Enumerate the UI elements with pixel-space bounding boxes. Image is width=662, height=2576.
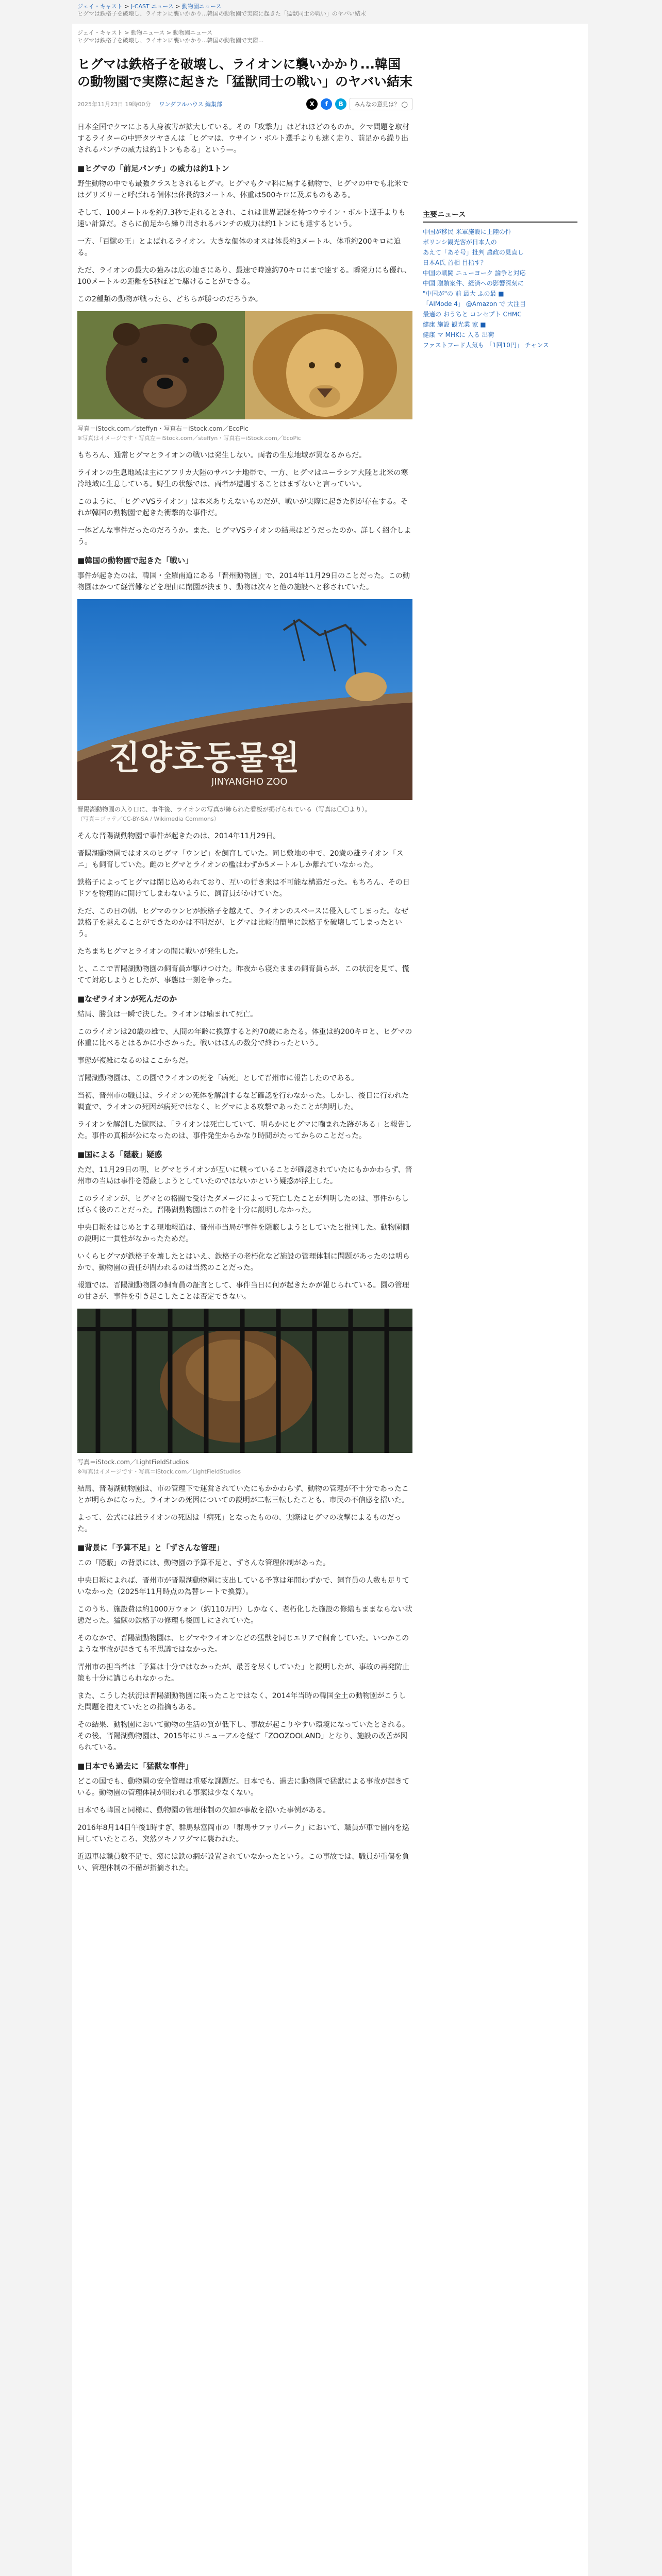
paragraph: もちろん、通常ヒグマとライオンの戦いは発生しない。両者の生息地域が異なるからだ。	[77, 451, 366, 460]
paragraph: そんな晋陽湖動物園で事件が起きたのは、2014年11月29日。	[77, 832, 280, 840]
hatena-share-icon[interactable]: B	[335, 98, 346, 110]
x-share-icon[interactable]: X	[306, 98, 318, 110]
section-heading: ■背景に「予算不足」と「ずさんな管理」	[77, 1543, 224, 1552]
paragraph: ライオンを解剖した獣医は、「ライオンは死亡していて、明らかにヒグマに噛まれた跡がある」と報告した。事件の真相が公になったのは、事件発生からかなり時間がたってからのことだった。	[77, 1121, 412, 1140]
paragraph: よって、公式には雄ライオンの死因は「病死」となったものの、実際はヒグマの攻撃によるものだった。	[77, 1514, 402, 1533]
paragraph: 一方、「百獣の王」とよばれるライオン。大きな個体のオスは体長約3メートル、体重約200キロに迫る。	[77, 238, 401, 257]
facebook-share-icon[interactable]: f	[321, 98, 332, 110]
topbar-link-2[interactable]: J-CAST ニュース	[131, 3, 174, 10]
paragraph: 中央日報をはじめとする現地報道は、晋州市当局が事件を隠蔽しようとしていたと批判した。動物園側の説明に一貫性がなかったためだ。	[77, 1224, 409, 1243]
sidebar-title: 主要ニュース	[423, 209, 577, 223]
jinyangho-zoo-sign-photo[interactable]	[77, 599, 412, 802]
sidebar-news-item	[423, 227, 577, 237]
sidebar-news-item	[423, 268, 577, 278]
paragraph: このうち、施設費は約1000万ウォン（約110万円）しかなく、老朽化した施設の修繕もままならない状態だった。猛獣の鉄格子の修理も後回しにされていた。	[77, 1605, 412, 1625]
paragraph: 晋陽湖動物園ではオスのヒグマ「ウンピ」を飼育していた。同じ敷地の中で、20歳の雄ライオン「スニ」も飼育していた。雌のヒグマとライオンの檻はわずか5メートルしか離れていなかった。	[77, 850, 404, 869]
paragraph: このライオンは20歳の雄で、人間の年齢に換算すると約70歳にあたる。体重は約200キロと、ヒグマの体重に比べるとはるかに小さかった。戦いはほんの数分で終わったという。	[77, 1028, 412, 1047]
sidebar-news-item	[423, 237, 577, 247]
image-caption: 写真＝iStock.com／LightFieldStudios	[77, 1459, 189, 1466]
paragraph: 日本全国でクマによる人身被害が拡大している。その「攻撃力」はどれほどのものか。クマ問題を取材するライターの中野タツヤさんは「ヒグマは、ウサイン・ボルト選手よりも速く走り、前足から繰り出されるパンチの威力は約1トンもある」という—。	[77, 123, 409, 154]
paragraph: 報道では、晋陽湖動物園の飼育員の証言として、事件当日に何が起きたかが報じられている。園の管理の甘さが、事件を引き起こしたことは否定できない。	[77, 1281, 409, 1301]
paragraph: このように、「ヒグマVSライオン」は本来ありえないものだが、戦いが実際に起きた例が存在する。それが韓国の動物園で起きた衝撃的な事件だ。	[77, 498, 408, 517]
paragraph: この2種類の動物が戦ったら、どちらが勝つのだろうか。	[77, 295, 262, 303]
paragraph: 結局、勝負は一瞬で決した。ライオンは噛まれて死亡。	[77, 1010, 258, 1019]
image-caption: 写真＝iStock.com／steffyn・写真右＝iStock.com／EcoPic	[77, 425, 249, 432]
article-body	[77, 122, 412, 1874]
image-caption: 晋陽湖動物園の入り口に、事件後、ライオンの写真が飾られた看板が掲げられている（写真は〇〇より）。	[77, 806, 371, 813]
sidebar-news-link[interactable]: 健康 施設 観光業 家 ■	[423, 321, 486, 328]
paragraph: 事件が起きたのは、韓国・全羅南道にある「晋州動物園」で、2014年11月29日のことだった。この動物園はかつて経営難などを理由に閉園が決まり、動物は次々と他の施設へと移されていた。	[77, 572, 410, 591]
bear-behind-bars-photo[interactable]	[77, 1309, 412, 1455]
paragraph: 当初、晋州市の職員は、ライオンの死体を解剖するなど確認を行わなかった。しかし、後日に行われた調査で、ライオンの死因が病死ではなく、ヒグマによる攻撃であったことが判明した。	[77, 1092, 409, 1111]
article-title: ヒグマは鉄格子を破壊し、ライオンに襲いかかり...韓国の動物園で実際に起きた「猛獣同士の戦い」のヤバい結末	[77, 57, 413, 89]
svg-text:JINYANGHO ZOO: JINYANGHO ZOO	[211, 776, 288, 787]
paragraph: いくらヒグマが鉄格子を壊したとはいえ、鉄格子の老朽化など施設の管理体制に問題があったのは明らかで、動物園の責任が問われるのは当然のことだった。	[77, 1252, 410, 1272]
paragraph: 2016年8月14日午後1時すぎ、群馬県富岡市の「群馬サファリパーク」において、職員が車で園内を巡回していたところ、突然ツキノワグマに襲われた。	[77, 1824, 409, 1843]
breadcrumb-line-1[interactable]: ジェイ・キャスト > 動物ニュース > 動物園ニュース	[77, 29, 213, 36]
section-heading: ■なぜライオンが死んだのか	[77, 994, 177, 1004]
paragraph: 晋陽湖動物園は、この園でライオンの死を「病死」として晋州市に報告したのである。	[77, 1074, 359, 1082]
topbar-link-1[interactable]: ジェイ・キャスト	[77, 3, 123, 10]
section-heading: ■日本でも過去に「猛獣な事件」	[77, 1761, 193, 1771]
paragraph: 事態が複雑になるのはここからだ。	[77, 1057, 193, 1065]
section-heading: ■国による「隠蔽」疑惑	[77, 1150, 162, 1159]
paragraph: また、こうした状況は晋陽湖動物園に限ったことではなく、2014年当時の韓国全土の動物園がこうした問題を抱えていたとの指摘もある。	[77, 1692, 406, 1711]
article-author[interactable]: ワンダフルハウス 編集部	[159, 101, 223, 108]
sidebar-news-item	[423, 309, 577, 319]
paragraph: ただ、11月29日の朝、ヒグマとライオンが互いに戦っていることが確認されていたにもかかわらず、晋州市の当局は事件を隠蔽しようとしていたのではないかという疑惑が浮上した。	[77, 1166, 412, 1185]
sidebar-news-link[interactable]: 日本A氏 首相 目指す？	[423, 259, 487, 266]
paragraph: 野生動物の中でも最強クラスとされるヒグマ。ヒグマもクマ科に属する動物で、ヒグマの中でも北米ではグリズリーと呼ばれる個体は体長約3メートル、体重は500キロに及ぶものもある。	[77, 180, 409, 199]
image-credit: ※写真はイメージです・写真左＝iStock.com／steffyn・写真右＝iStock.com／EcoPic	[77, 435, 301, 442]
article-date: 2025年11月23日 19時00分	[77, 101, 151, 108]
sidebar-news-item	[423, 247, 577, 258]
section-heading: ■韓国の動物園で起きた「戦い」	[77, 556, 193, 565]
sidebar-news-item	[423, 258, 577, 268]
sidebar-news-item	[423, 340, 577, 350]
image-credit: ※写真はイメージです・写真＝iStock.com／LightFieldStudios	[77, 1468, 241, 1475]
paragraph: どこの国でも、動物園の安全管理は重要な課題だ。日本でも、過去に動物園で猛獣による事故が起きている。動物園の管理体制が問われる事案は少なくない。	[77, 1777, 409, 1797]
paragraph: 近辺車は職員数不足で、窓には鉄の網が設置されていなかったという。この事故では、職員が重傷を負い、管理体制の不備が指摘された。	[77, 1853, 409, 1872]
paragraph: このライオンが、ヒグマとの格闘で受けたダメージによって死亡したことが判明したのは、事件からしばらく後のことだった。晋陽湖動物園はこの件を十分に説明しなかった。	[77, 1195, 409, 1214]
paragraph: そして、100メートルを約7.3秒で走れるとされ、これは世界記録を持つウサイン・ボルト選手よりも速い計算だ。さらに前足から繰り出されるパンチの威力は約1トンにも達するという。	[77, 209, 406, 228]
sidebar-news-link[interactable]: あえて「あそ号」批判 農政の見直し	[423, 249, 524, 256]
article-main	[77, 24, 412, 1880]
sidebar-news-link[interactable]: 健康 マ MHKに 入る 出荷	[423, 331, 494, 338]
sidebar-news-link[interactable]: 最適の おうちと コンセプト CHMC	[423, 311, 522, 318]
sidebar-news-item	[423, 289, 577, 299]
breadcrumb	[77, 29, 412, 44]
paragraph: 晋州市の担当者は「予算は十分ではなかったが、最善を尽くしていた」と説明したが、事故の再発防止策も十分に講じられなかった。	[77, 1663, 409, 1683]
sidebar-news-list	[423, 227, 577, 350]
bear-and-lion-photo[interactable]	[77, 311, 412, 421]
section-heading: ■ヒグマの「前足パンチ」の威力は約1トン	[77, 164, 229, 173]
sidebar-news-item	[423, 319, 577, 330]
paragraph: その結果、動物園において動物の生活の質が低下し、事故が起こりやすい環境になっていたとされる。その後、晋陽湖動物園は、2015年にリニューアルを経て「ZOOZOOLAND」となり、施設の改善が図られている。	[77, 1721, 409, 1752]
paragraph: 中央日報によれば、晋州市が晋陽湖動物園に支出している予算は年間わずかで、飼育員の人数も足りていなかった（2025年11月時点の為替レートで換算）。	[77, 1577, 409, 1596]
paragraph: ライオンの生息地域は主にアフリカ大陸のサバンナ地帯で、一方、ヒグマはユーラシア大陸と北米の寒冷地域に生息している。野生の状態では、両者が遭遇することはまずないと言っていい。	[77, 469, 408, 488]
sidebar-news-link[interactable]: "中国が"の 前 最大 ふの最 ■	[423, 290, 504, 297]
sidebar	[423, 209, 577, 350]
paragraph: 日本でも韓国と同様に、動物園の管理体制の欠如が事故を招いた事例がある。	[77, 1806, 330, 1815]
paragraph: この「隠蔽」の背景には、動物園の予算不足と、ずさんな管理体制があった。	[77, 1559, 330, 1567]
paragraph: と、ここで晋陽湖動物園の飼育員が駆けつけた。昨夜から寝たままの飼育員らが、この状況を見て、慌てて対応しようとしたが、事態は一刻を争った。	[77, 965, 409, 985]
paragraph: 結局、晋陽湖動物園は、市の管理下で運営されていたにもかかわらず、動物の管理が不十分であったことが明らかになった。ライオンの死因についての説明が二転三転したことも、市民の不信感を招いた。	[77, 1485, 409, 1504]
sidebar-news-link[interactable]: 中国が移民 米軍施設に上陸の件	[423, 228, 511, 235]
sidebar-news-link[interactable]: 中国 贈賄案件、経済への影響深刻に	[423, 280, 524, 287]
sidebar-news-item	[423, 330, 577, 340]
sidebar-news-link[interactable]: 中国の戦闘 ニューヨーク 論争と対応	[423, 269, 526, 277]
paragraph: そのなかで、晋陽湖動物園は、ヒグマやライオンなどの猛獣を同じエリアで飼育していた。いつかこのような事故が起きても不思議ではなかった。	[77, 1634, 409, 1654]
sidebar-news-link[interactable]: 「AIMode 4」 @Amazon で 大注目	[423, 300, 526, 308]
article-meta	[77, 98, 412, 110]
sidebar-news-item	[423, 278, 577, 289]
share-bar	[306, 98, 412, 110]
sidebar-news-item	[423, 299, 577, 309]
sidebar-news-link[interactable]: ファストフード人気も 「1回10円」 チャンス	[423, 342, 549, 349]
paragraph: 鉄格子によってヒグマは閉じ込められており、互いの行き来は不可能な構造だった。もちろん、その日ドアを物理的に開けてしまわないように、飼育員がかけていた。	[77, 878, 410, 898]
paragraph: ただ、ライオンの最大の強みは広の連さにあり、最速で時速約70キロにまで達する。瞬発力にも優れ、100メートルの距離を5秒ほどで駆けることができる。	[77, 266, 411, 286]
comments-button[interactable]: みんなの意見は？ ◯	[350, 98, 412, 110]
paragraph: たちまちヒグマとライオンの間に戦いが発生した。	[77, 947, 243, 956]
topbar-link-3[interactable]: 動物園ニュース	[181, 3, 222, 10]
topbar-current: ヒグマは鉄格子を破壊し、ライオンに襲いかかり...韓国の動物園で実際に起きた「猛獣同士の戦い」のヤバい結末	[77, 10, 366, 17]
image-credit: （写真＝ゴッテ／CC-BY-SA / Wikimedia Commons）	[77, 816, 220, 822]
top-breadcrumb-bar: ジェイ・キャスト > J-CAST ニュース > 動物園ニュース ヒグマは鉄格子を破壊し、ライオンに襲いかかり...韓国の動物園で実際に起きた「猛獣同士の戦い」のヤバい結末	[0, 0, 662, 24]
breadcrumb-line-2: ヒグマは鉄格子を破壊し、ライオンに襲いかかり...韓国の動物園で実際...	[77, 37, 264, 44]
paragraph: ただ、この日の朝、ヒグマのウンピが鉄格子を越えて、ライオンのスペースに侵入してしまった。なぜ鉄格子を越えることができたのかは不明だが、ヒグマは比較的簡単に鉄格子を破壊してしまったという。	[77, 907, 409, 938]
svg-text:진양호동물원: 진양호동물원	[108, 739, 300, 777]
page-container	[72, 24, 588, 2576]
paragraph: 一体どんな事件だったのだろうか。また、ヒグマVSライオンの結果はどうだったのか。詳しく紹介しよう。	[77, 527, 411, 546]
sidebar-news-link[interactable]: ポリンシ観光客が日本人の	[423, 239, 497, 246]
